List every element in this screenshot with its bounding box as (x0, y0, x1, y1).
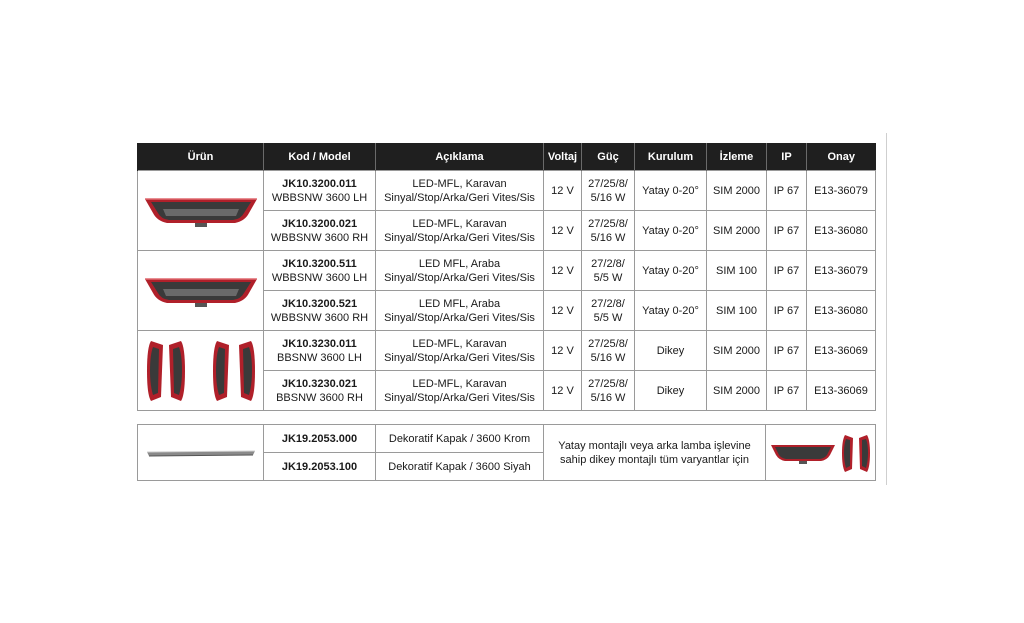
description-cell: LED-MFL, Karavan Sinyal/Stop/Arka/Geri Vites/Sis (376, 211, 544, 251)
ip-cell: IP 67 (767, 371, 807, 411)
approval-cell: E13-36079 (807, 251, 876, 291)
table-row (138, 331, 876, 371)
mounting-cell: Yatay 0-20° (635, 291, 707, 331)
accessory-note-cell: Yatay montajlı veya arka lamba işlevine sahip dikey montajlı tüm varyantlar için (544, 425, 766, 481)
power-cell: 27/2/8/ 5/5 W (582, 251, 635, 291)
power-cell: 27/25/8/ 5/16 W (582, 171, 635, 211)
accessory-table (137, 424, 876, 481)
monitoring-cell: SIM 100 (707, 291, 767, 331)
description-cell: LED-MFL, Karavan Sinyal/Stop/Arka/Geri Vites/Sis (376, 331, 544, 371)
horizontal-tail-lamp-image (141, 269, 261, 313)
ip-cell: IP 67 (767, 291, 807, 331)
product-image-cell (138, 251, 264, 331)
power-cell: 27/25/8/ 5/16 W (582, 211, 635, 251)
header-description: Açıklama (376, 143, 544, 171)
product-image-cell (138, 331, 264, 411)
accessory-description-cell: Dekoratif Kapak / 3600 Siyah (376, 453, 544, 481)
voltage-cell: 12 V (544, 371, 582, 411)
approval-cell: E13-36079 (807, 171, 876, 211)
description-cell: LED MFL, Araba Sinyal/Stop/Arka/Geri Vites/Sis (376, 251, 544, 291)
monitoring-cell: SIM 2000 (707, 211, 767, 251)
table-row (138, 251, 876, 291)
power-cell: 27/2/8/ 5/5 W (582, 291, 635, 331)
monitoring-cell: SIM 2000 (707, 171, 767, 211)
voltage-cell: 12 V (544, 171, 582, 211)
monitoring-cell: SIM 2000 (707, 371, 767, 411)
voltage-cell: 12 V (544, 291, 582, 331)
ip-cell: IP 67 (767, 251, 807, 291)
description-cell: LED MFL, Araba Sinyal/Stop/Arka/Geri Vites/Sis (376, 291, 544, 331)
accessory-description-cell: Dekoratif Kapak / 3600 Krom (376, 425, 544, 453)
code-model-cell: JK10.3200.021 WBBSNW 3600 RH (264, 211, 376, 251)
approval-cell: E13-36069 (807, 371, 876, 411)
approval-cell: E13-36080 (807, 291, 876, 331)
code-model-cell: JK10.3200.511 WBBSNW 3600 LH (264, 251, 376, 291)
header-ip: IP (767, 143, 807, 171)
header-code-model: Kod / Model (264, 143, 376, 171)
approval-cell: E13-36069 (807, 331, 876, 371)
ip-cell: IP 67 (767, 331, 807, 371)
accessory-image-cell (138, 425, 264, 481)
vertical-tail-lamp-image (141, 335, 261, 407)
product-image-cell (138, 171, 264, 251)
power-cell: 27/25/8/ 5/16 W (582, 371, 635, 411)
approval-cell: E13-36080 (807, 211, 876, 251)
mounting-cell: Yatay 0-20° (635, 171, 707, 211)
voltage-cell: 12 V (544, 331, 582, 371)
header-product: Ürün (138, 143, 264, 171)
table-row (138, 171, 876, 211)
voltage-cell: 12 V (544, 211, 582, 251)
mounting-cell: Yatay 0-20° (635, 211, 707, 251)
ip-cell: IP 67 (767, 211, 807, 251)
code-model-cell: JK10.3200.011 WBBSNW 3600 LH (264, 171, 376, 211)
accessory-fit-image-cell (766, 425, 876, 481)
monitoring-cell: SIM 100 (707, 251, 767, 291)
code-model-cell: JK10.3230.011 BBSNW 3600 LH (264, 331, 376, 371)
header-voltage: Voltaj (544, 143, 582, 171)
header-approval: Onay (807, 143, 876, 171)
header-mounting: Kurulum (635, 143, 707, 171)
description-cell: LED-MFL, Karavan Sinyal/Stop/Arka/Geri Vites/Sis (376, 371, 544, 411)
code-model-cell: JK10.3200.521 WBBSNW 3600 RH (264, 291, 376, 331)
accessory-code-cell: JK19.2053.000 (264, 425, 376, 453)
header-monitoring: İzleme (707, 143, 767, 171)
page-divider-line (886, 133, 887, 485)
mounting-cell: Dikey (635, 331, 707, 371)
header-power: Güç (582, 143, 635, 171)
tail-lamp-variants-image (769, 429, 873, 477)
description-cell: LED-MFL, Karavan Sinyal/Stop/Arka/Geri Vites/Sis (376, 171, 544, 211)
mounting-cell: Dikey (635, 371, 707, 411)
voltage-cell: 12 V (544, 251, 582, 291)
mounting-cell: Yatay 0-20° (635, 251, 707, 291)
table-row (138, 425, 876, 453)
code-model-cell: JK10.3230.021 BBSNW 3600 RH (264, 371, 376, 411)
power-cell: 27/25/8/ 5/16 W (582, 331, 635, 371)
decorative-cover-image (143, 443, 259, 463)
horizontal-tail-lamp-image (141, 189, 261, 233)
monitoring-cell: SIM 2000 (707, 331, 767, 371)
table-header-row (138, 143, 876, 171)
accessory-code-cell: JK19.2053.100 (264, 453, 376, 481)
ip-cell: IP 67 (767, 171, 807, 211)
product-spec-table (137, 143, 876, 411)
